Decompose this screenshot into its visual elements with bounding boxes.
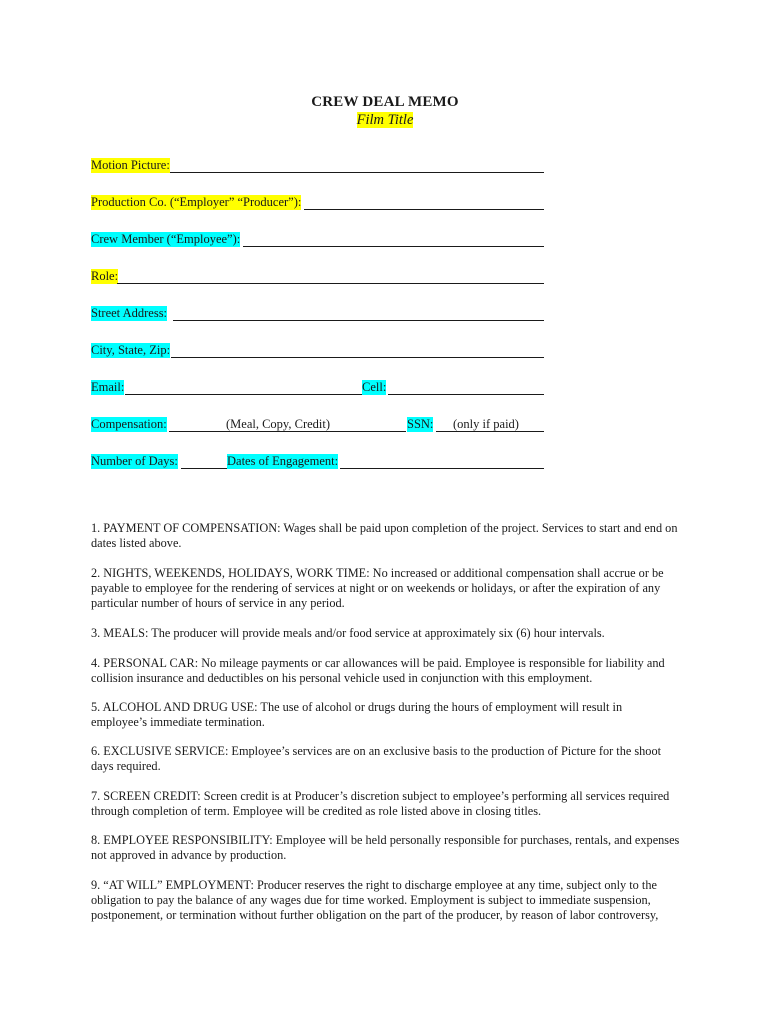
email-label: Email: bbox=[91, 380, 125, 394]
film-title bbox=[0, 112, 770, 129]
production-co-row bbox=[91, 195, 544, 213]
city-state-zip-label: City, State, Zip: bbox=[91, 343, 171, 357]
crew-member-label: Crew Member (“Employee”): bbox=[91, 232, 241, 246]
motion-picture-label: Motion Picture: bbox=[91, 158, 170, 172]
dates-of-engagement-label: Dates of Engagement: bbox=[227, 454, 339, 468]
term-exclusive-service: 6. EXCLUSIVE SERVICE: Employee’s services are on an exclusive basis to the production of Picture for the shoot days required. bbox=[91, 744, 662, 774]
street-address-label: Street Address: bbox=[91, 306, 168, 320]
production-co-label: Production Co. (“Employer” “Producer”): bbox=[91, 195, 302, 209]
term-employee-responsibility: 8. EMPLOYEE RESPONSIBILITY: Employee will be held personally responsible for purchases, rentals, and expenses not approved in advance by production. bbox=[91, 833, 680, 863]
cell-label: Cell: bbox=[362, 380, 387, 394]
term-at-will-employment: 9. “AT WILL” EMPLOYMENT: Producer reserves the right to discharge employee at any time, subject only to the obligation to pay the balance of any wages due for time worked. Employment is subject to immediate suspension, postponement, or termination without further obligation on the part of the producer, by reason of labor controversy, bbox=[91, 878, 659, 923]
term-meals: 3. MEALS: The producer will provide meals and/or food service at approximately six (6) hour intervals. bbox=[91, 626, 605, 640]
email-field[interactable] bbox=[125, 380, 362, 395]
dates-of-engagement-field[interactable] bbox=[340, 454, 544, 469]
role-row bbox=[91, 269, 544, 287]
production-co-field[interactable] bbox=[304, 195, 544, 210]
film-title-text: Film Title bbox=[356, 112, 414, 128]
number-of-days-label: Number of Days: bbox=[91, 454, 178, 468]
role-field[interactable] bbox=[117, 269, 544, 284]
motion-picture-field[interactable] bbox=[170, 158, 544, 173]
term-personal-car: 4. PERSONAL CAR: No mileage payments or car allowances will be paid. Employee is responsible for liability and collision insurance and deductibles on his personal vehicle used in conjunction with this employment. bbox=[91, 656, 665, 686]
ssn-hint: (only if paid) bbox=[453, 417, 519, 431]
motion-picture-row bbox=[91, 158, 544, 176]
term-alcohol-and-drug-use: 5. ALCOHOL AND DRUG USE: The use of alcohol or drugs during the hours of employment will result in employee’s immediate termination. bbox=[91, 700, 623, 730]
ssn-label: SSN: bbox=[407, 417, 434, 431]
term-screen-credit: 7. SCREEN CREDIT: Screen credit is at Producer’s discretion subject to employee’s performing all services required through completion of term. Employee will be credited as role listed above in closing titles. bbox=[91, 789, 670, 819]
compensation-ssn-row bbox=[91, 417, 544, 435]
number-of-days-field[interactable] bbox=[181, 454, 227, 469]
street-address-row bbox=[91, 306, 544, 324]
days-dates-row bbox=[91, 454, 544, 472]
role-label: Role: bbox=[91, 269, 119, 283]
crew-member-row bbox=[91, 232, 544, 250]
city-state-zip-field[interactable] bbox=[171, 343, 544, 358]
compensation-label: Compensation: bbox=[91, 417, 167, 431]
city-state-zip-row bbox=[91, 343, 544, 361]
street-address-field[interactable] bbox=[173, 306, 544, 321]
term-nights-weekends-holidays: 2. NIGHTS, WEEKENDS, HOLIDAYS, WORK TIME: No increased or additional compensation shall accrue or be payable to employee for the rendering of services at night or on weekends or holidays, or after the expiration of any particular number of hours of service in any period. bbox=[91, 566, 664, 611]
document-title: CREW DEAL MEMO bbox=[311, 94, 459, 110]
cell-field[interactable] bbox=[388, 380, 544, 395]
compensation-hint: (Meal, Copy, Credit) bbox=[226, 417, 331, 431]
term-payment-of-compensation: 1. PAYMENT OF COMPENSATION: Wages shall be paid upon completion of the project. Services to start and end on dates listed above. bbox=[91, 521, 678, 551]
email-cell-row bbox=[91, 380, 544, 398]
crew-member-field[interactable] bbox=[243, 232, 544, 247]
